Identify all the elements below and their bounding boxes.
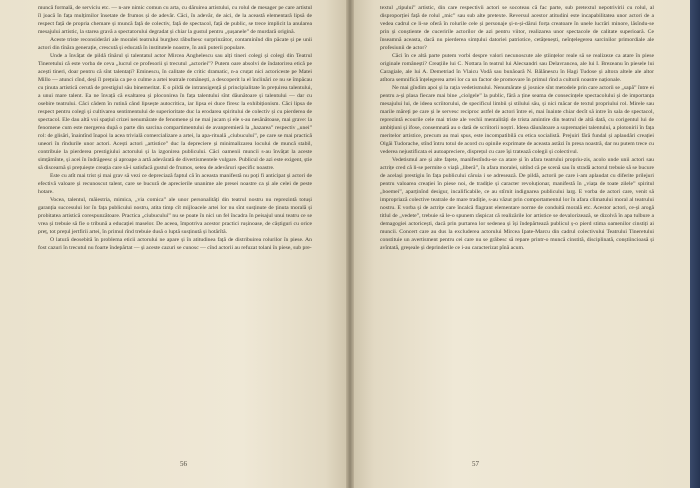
paragraph: Ne mai gîndim apoi și la rația vedetismului. Nenumărate și josnice sînt metodele prin care actorii se „sapă” între ei pentru a-și plasa fiecare mai bine „ciolgele” la public, fără a ține seama de consecințele spectacolului și de importanța mesajului lui, de ideea scriitorului, de specificul limbii și stilului său, și nici măcar de textul propriului rol. Mirele sau marile măreți pe care și le servesc reciproc astfel de actori între ei, mai înainte chiar decît să intre în sala de spectacol, reprezintă ecourile cele mai triste ale vechii mentalități de trista amintire din teatrul de altă dată, cu corigentul lui de ambițiuni și ifose, consemnată au o dată de scriitorii noștri. Ideea dăunătoare a supremației talentului, a plotonirii în fața meritelor artistice, precum au mai spus, este incompatibilă cu etica socialistă. Prejuiri fără fundal și aplaudări creației Olgăi Tudorache, stînd întru totul de acord cu opinile exprimate de aceasta astăzi în presa noastră, dar nu putem trece cu vederea nejustificata ei autoapreciere, disprețul cu care își tratează colegii și colectivul. — [380, 85, 654, 156]
book-cover-edge — [690, 0, 700, 488]
paragraph: Căci în ce altă parte putem vorbi despre valori necunoscute ale științelor reale să se realizeze ca atare în piese originale românești? Creațiile lui C. Nottara în teatrul lui Alecsandri sau Delavrancea, ale lui I. Brezeanu în piesele lui Caragiale, ale lui A. Demetriad în Vlaicu Vodă sau bunăoară N. Bălănescu în Hagi Tudose și altora altele ale altor atîtora semnifică înțelegerea artei lor ca un factor de promovare în primul rînd a culturii noastre naționale. — [380, 53, 654, 84]
page-number-left: 56 — [180, 460, 187, 468]
right-page — [354, 0, 690, 488]
left-page — [0, 0, 346, 488]
paragraph: muncă formală, de serviciu etc. — n-are nimic comun cu arta, cu dăruirea artistului, cu rolul de mesager pe care artistul îl joacă în fața mulțimilor însetate de frumos și de adevăr. Căci, în adevăr, de aici, de la această elementară lipsă de respect față de propria chemare și muncă față de colectiv, față de spectacol, față de public, se trece implicit la anularea mesajului artistic, la starea gravă a spectatorului degradat și chiar la gustul pentru „șușanele” de murdară origină. — [38, 5, 312, 36]
paragraph: Aceste triste reconsiderări ale moralei teatrului burghez răbufnesc surprinzător, contaminînd din păcate și pe unii actori din tînăra generație, crescută și educată în institutele noastre, în anii puterii populare. — [38, 37, 312, 52]
paragraph: textul „tipului” artistic, din care respectivii actori se socoteau că fac parte, sub pretextul nepotrivirii cu rolul, al disproporției față de rolul „mic” sau sub alte pretexte. Reversul acestor atitudini este incapabilitatea unor actori de a vedea cadrul ce li-se oferă în rolurile cele și personaje și-n-și-dărui forța creatoare în unele lucrări minore, lăsîndu-se prin și conștiente de cuceririle actorilor de azi pentru viitor, realizarea unor spectacole de calitate superioară. Ce înseamnă aceasta, dacă nu pierderea simțului datoriei patriotice, cetățenești, neînțelegerea sarcinilor primordiale ale profesiunii de actor? — [380, 5, 654, 52]
right-page-text — [380, 4, 654, 252]
paragraph: Unde a învățat de pildă tînărul și talentatul actor Mircea Anghelescu sau alți tineri colegi și colegi din Teatrul Tineretului că este vorba de ceva „lucrul ce profesorii și trecutul „actoriei”? Putem oare absolvi de îndatorirea etică pe acești tineri, doar pentru că sînt talentați? Eminescu, în calitate de critic dramatic, n-a cruțat nici actoriceste pe Matei Millo — atunci cînd, deși îl prețuia ca pe o culme a artei teatrale românești, a descoperit la el înclinări ce nu se împăcau cu ținuta artistică cerută de prestigiul său binemeritat. E o pildă de intransigență și principialitate în prețuirea talentului, a unui mare talent. Ea ne învață că exaltarea și ploconirea în fața talentului sînt dăunătoare și talentului — dar cu osebire teatrului. Căci cădem în rutină când lipsește autocritica, iar lipsa ei duce firesc la exhibiționism. Căci lipsa de respect pentru colegi și cultivarea sentimentului de superioritate duc la erodarea spiritului de colectiv și cu pierderea de spectacol. Ele dau altă voi spațiul crizei nenumărate de fenomene și ne mai jucam și ele s-au nesănătoase, mai grave: la fenomene cum este mergerea după o parte din sarcina compartimentului de avanpremieră la „hazarea” respectiv „unei” rol: de glisări, înaintînd înapoi la acea trivială comercializare a artei, la apa-rituală „ciubucului”, pe care se mai practică uneori în rîndurile unor actori. Acești actori „artistice” duc la depreciere și minimalizarea locului de muncă stabil, contribuie la pierderea prestigiului actorului și la izgonirea publicului. Căci oamenii muncii s-au învățat la aceste simțămînte, și acei în îndrăgeesc și aproape a artă adevărată de divertismentele vulgare. Publicul de azi este exigent, știe să discearnă și prețuiește creația care să-i satisfacă gustul de frumos, setea de adevăruri specific noastre. — [38, 53, 312, 172]
paragraph: Este cu atît mai trist și mai grav să vezi ce depreciază faptul că în aceasta manifestă nu poți fi anticipat și actori de efectivă valoare și recunoscut talent, care se bucură de aprecierile unanime ale presei noastre ca și ale celei de peste hotare. — [38, 173, 312, 196]
paragraph: Vocea, talentul, măiestria, mimica, „via comica” ale unor personalități din teatrul nostru nu reprezintă totuși garanția succesului lor în fața publicului nostru, atita timp cît mijloacele artei lor nu sînt susținute de ținuta morală și probitatea artistică corespunzătoare. Practica „ciubucului” nu se poate în nici un fel încadra în peisajul unui teatru ce se vrea și trebuie să fie o tribună a educației maselor. De aceea, împotriva acestor practici rușinoase, de câștiguri cu orice preț, tot prețul jertfirii artei, în primul rînd trebuie dusă o luptă susținută și hotărîtă. — [38, 197, 312, 236]
book-gutter — [346, 0, 354, 488]
paragraph: O latură deosebită în problema eticii actorului ne apare și în atitudinea față de distribuirea rolurilor în piese. An fost cazuri în trecutul nu foarte îndepărtat — și aceste cazuri se cunosc — cînd actorii au refuzat tolani în piese, sub pre- — [38, 237, 312, 252]
paragraph: Vedetismul are și alte fațete, manifestîndu-se ca atare și în afara teatrului propriu-zis, acolo unde unii actori sau actrițe cred că li-se permite o viață „liberă”, în afara moralei, uitînd că pe scenă sau în stradă actorul trebuie să se bucure de același prestigiu în fața publicului căruia i se adresează. De pildă, actorii pe care i-am aplaudat cu diferite prilejuri pentru valoarea creației în piese noi, de tradiție și caracter revoluționar, manifestă în „viața de toate zilele” spiritul „boemei”, aparținînd desigur, incalificabile, ce au stîrnit indignarea publicului larg. E vorba de actori care, venit să impropriază colective teatrale de mare tradiție, s-au văzut prin comportamentul lor în afara climatului moral al teatrului nostru. E vorba și de actrițe care încalcă flagrant elementare norme de conduită morală etc. Acestor actori, ce-și arogă titlul de „vedete”, trebuie să le-o spunem răspicat că realizările lor artistice se devalorizează, se dizolvă în apa tulbure a demagogiei actoricești, dacă prin purtarea lor sedenea și își îndepărtează publicul ș-o pierd stima oamenilor cinstiți ai muncii. Concert care au dus la excluderea actorului Mircea Ipate-Marcu din cadrul colectivului Teatrului Tineretului constituie un avertisment pentru cei care nu se grăbesc să repare printr-o muncă cinstită, disciplinată, conștiincioasă și avîntată, greșeale și deprinderile ce i-au caracterizat pînă acum. — [380, 157, 654, 252]
left-page-text — [38, 4, 312, 252]
page-number-right: 57 — [472, 460, 479, 468]
